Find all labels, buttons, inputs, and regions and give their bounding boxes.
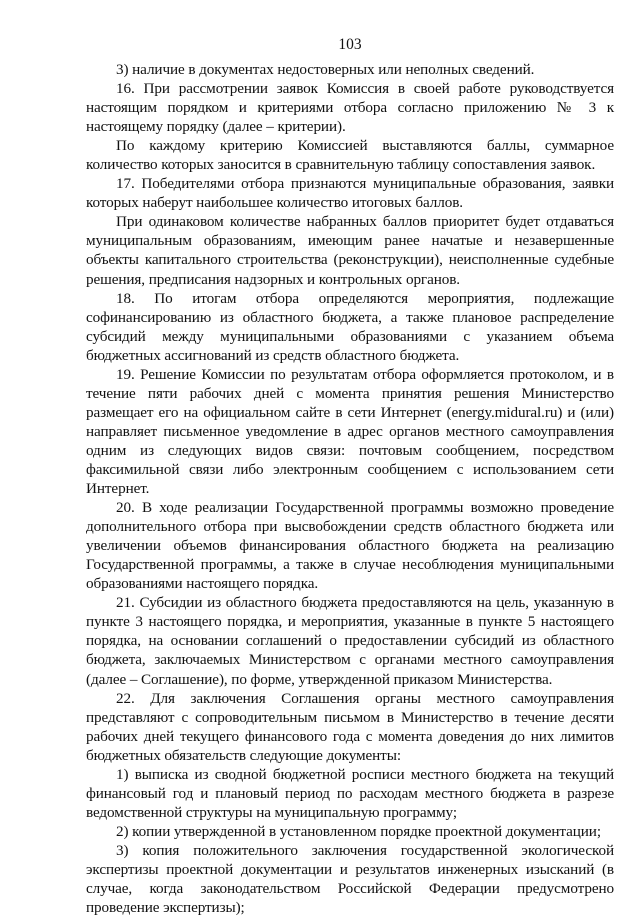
paragraph-item-3: 3) наличие в документах недостоверных или неполных сведений.	[116, 61, 535, 78]
paragraph-20: 20. В ходе реализации Государственной программы возможно проведение дополнительного отбора при высвобождении средств областного бюджета или увеличении объемов финансирования областного бюджета на реализацию Государственной программы, а также в случае несоблюдения муниципальными образованиями настоящего порядка.	[86, 499, 614, 593]
paragraph-16-scoring: По каждому критерию Комиссией выставляются баллы, суммарное количество которых заносится в сравнительную таблицу сопоставления заявок.	[86, 137, 614, 174]
list-item-2: 2) копии утвержденной в установленном порядке проектной документации;	[116, 822, 601, 840]
document-body	[86, 60, 614, 917]
paragraph-22: 22. Для заключения Соглашения органы местного самоуправления представляют с сопроводительным письмом в Министерство в течение десяти рабочих дней текущего финансового года с момента доведения до них лимитов бюджетных обязательств следующие документы:	[86, 689, 614, 764]
paragraph-17-priority: При одинаковом количестве набранных баллов приоритет будет отдаваться муниципальным образованиям, имеющим ранее начатые и незавершенные объекты капитального строительства (реконструкции), неисполненные судебные решения, предписания надзорных и контрольных органов.	[86, 213, 614, 288]
list-item-3: 3) копия положительного заключения государственной экологической экспертизы проектной документации и результатов инженерных изысканий (в случае, когда законодательством Российской Федерации предусмотрено проведение экспертизы);	[86, 841, 614, 917]
paragraph-21: 21. Субсидии из областного бюджета предоставляются на цель, указанную в пункте 3 настоящего порядка, и мероприятия, указанные в пункте 5 настоящего порядка, на основании соглашений о предоставлении субсидий из областного бюджета, заключаемых Министерством с органами местного самоуправления (далее – Соглашение), по форме, утвержденной приказом Министерства.	[86, 594, 614, 688]
paragraph-19: 19. Решение Комиссии по результатам отбора оформляется протоколом, и в течение пяти рабочих дней с момента принятия решения Министерство размещает его на официальном сайте в сети Интернет (energy.midural.ru) и (или) направляет письменное уведомление в адрес органов местного самоуправления одним из следующих видов связи: почтовым сообщением, посредством факсимильной связи либо электронным сообщением с использованием сети Интернет.	[86, 365, 614, 498]
paragraph-16: 16. При рассмотрении заявок Комиссия в своей работе руководствуется настоящим порядком и критериями отбора согласно приложению № 3 к настоящему порядку (далее – критерии).	[86, 80, 614, 136]
list-item-1: 1) выписка из сводной бюджетной росписи местного бюджета на текущий финансовый год и плановый период по расходам местного бюджета в разрезе ведомственной структуры на муниципальную программу;	[86, 765, 614, 821]
page-number: 103	[338, 36, 362, 53]
paragraph-17: 17. Победителями отбора признаются муниципальные образования, заявки которых наберут наибольшее количество итоговых баллов.	[86, 175, 614, 212]
paragraph-18: 18. По итогам отбора определяются мероприятия, подлежащие софинансированию из областного бюджета, а также плановое распределение субсидий между муниципальными образованиями с указанием объема бюджетных ассигнований из средств областного бюджета.	[86, 289, 614, 364]
